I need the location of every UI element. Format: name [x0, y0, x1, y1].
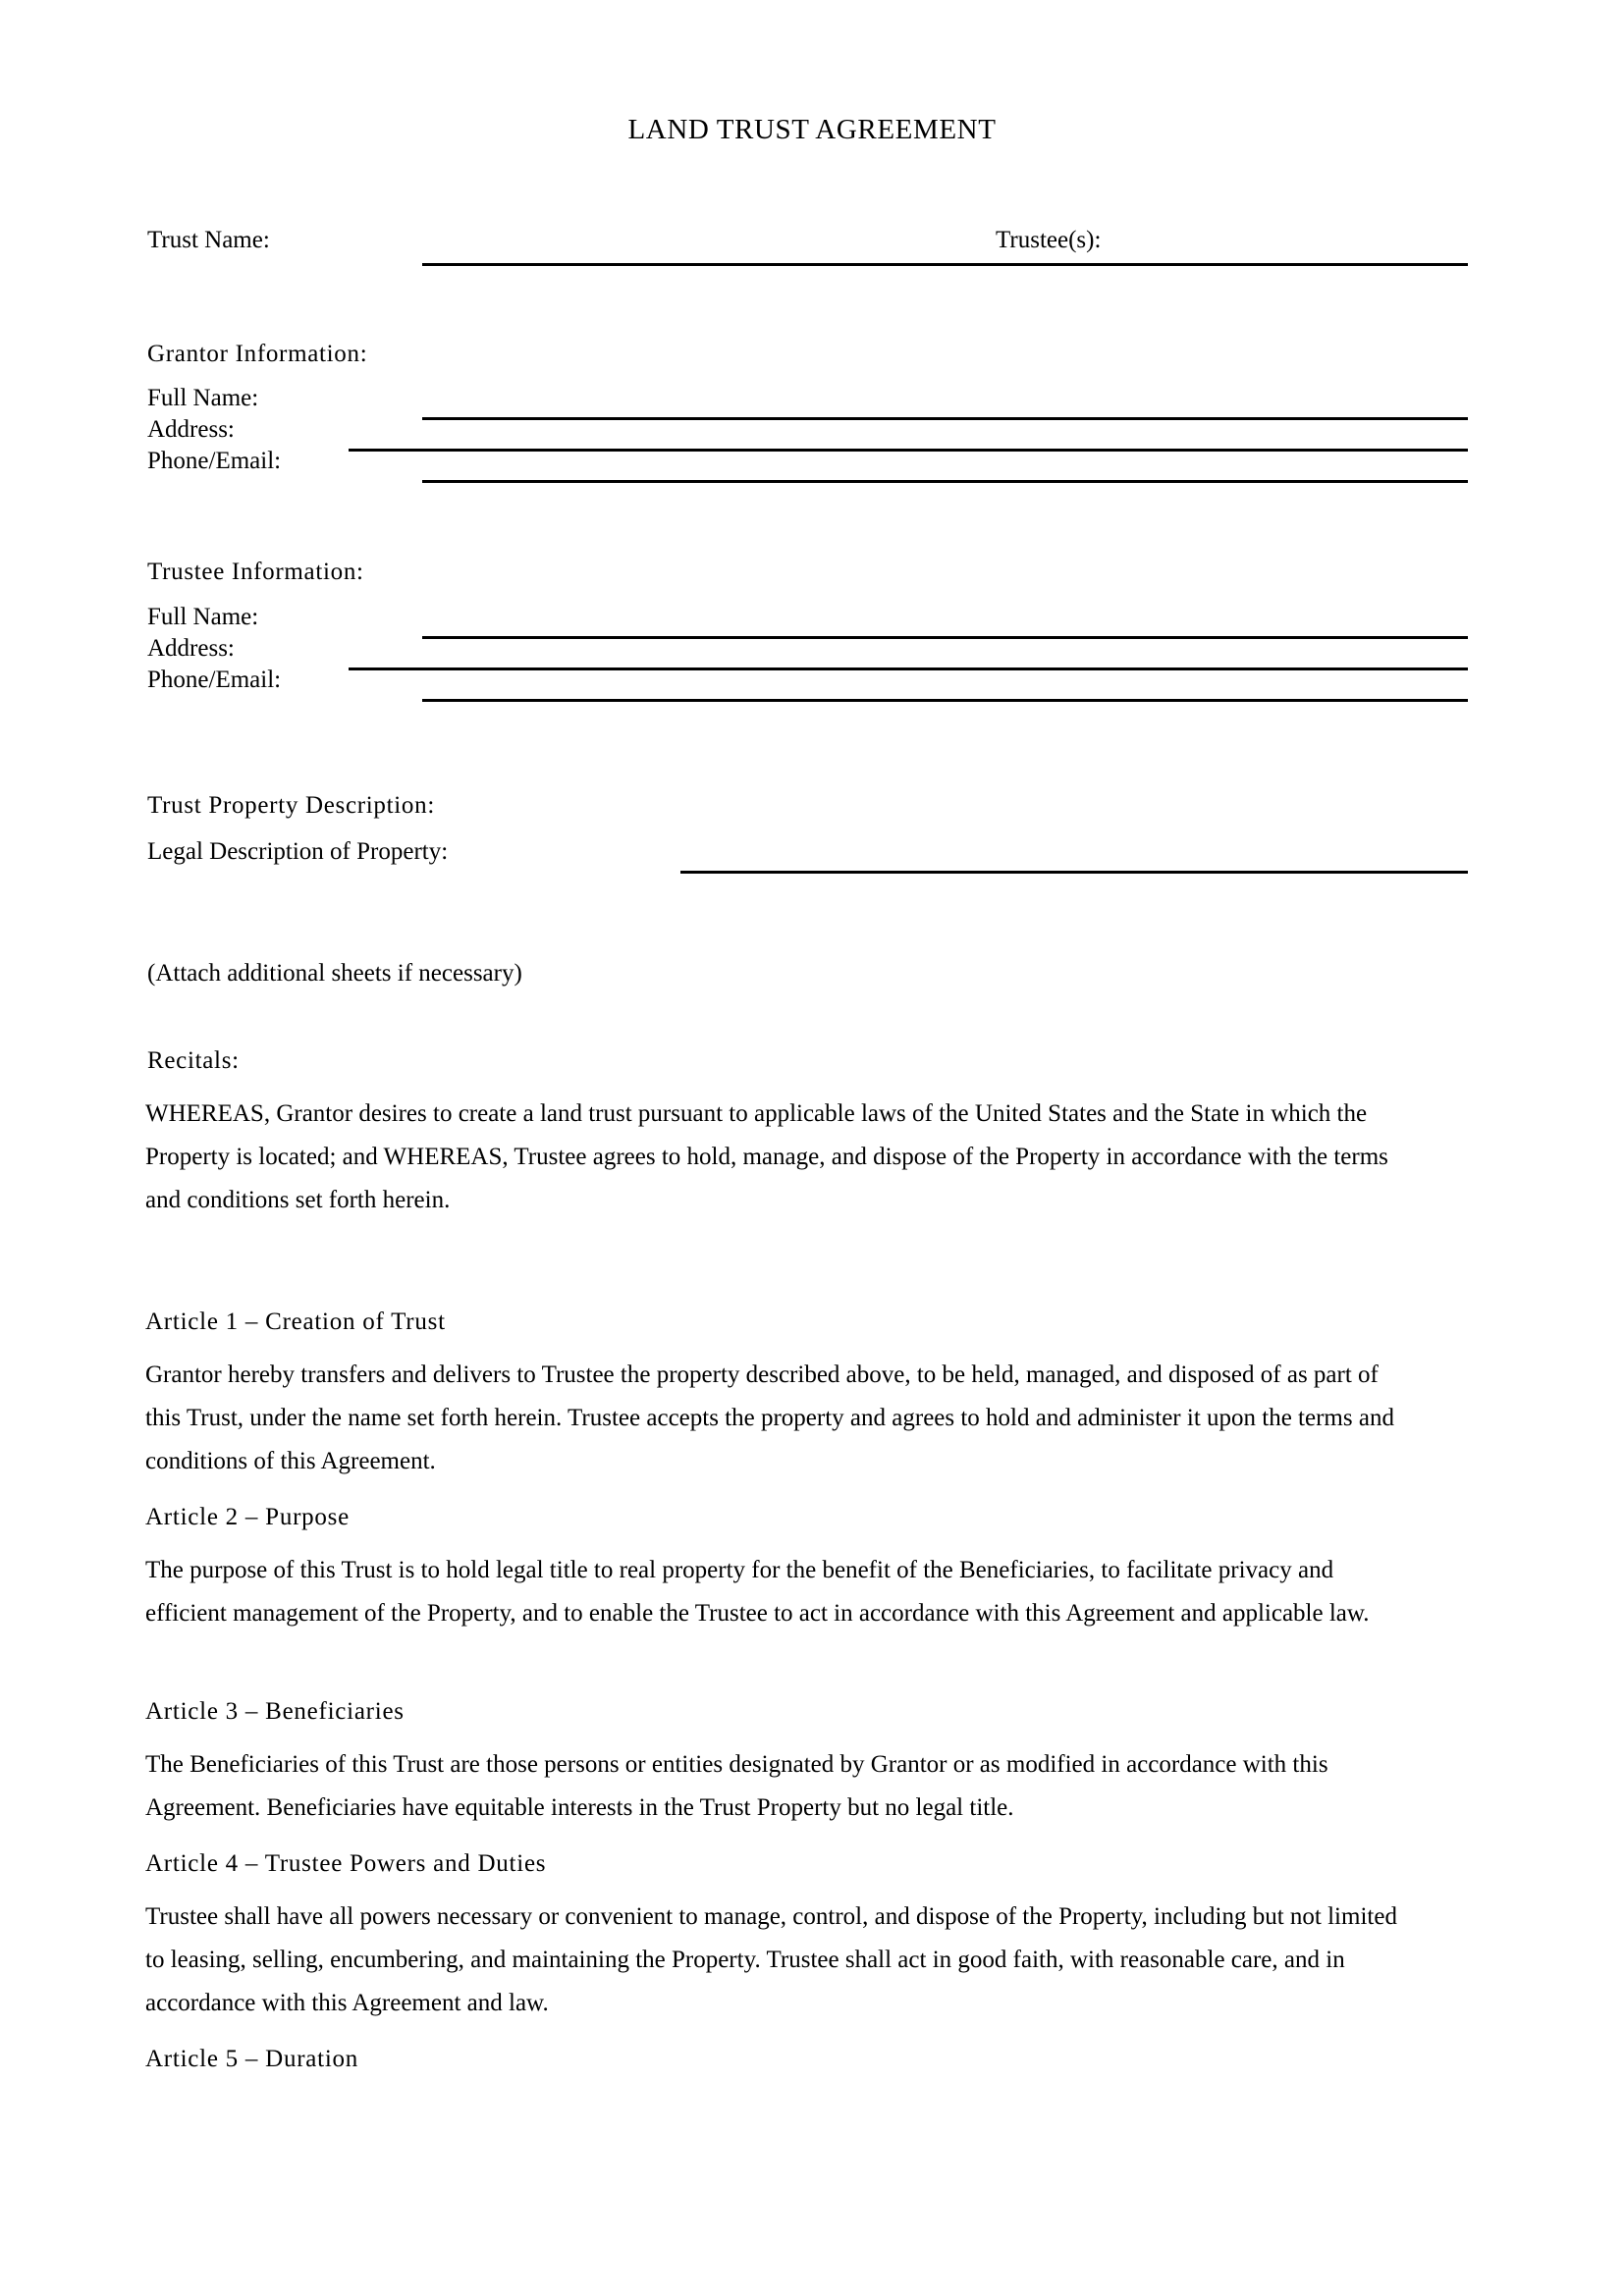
attach-sheets-note: (Attach additional sheets if necessary) [147, 960, 522, 987]
legal-description-input-rule[interactable] [680, 871, 1468, 874]
trustee-full-name-input-rule[interactable] [422, 636, 1468, 639]
page-title: LAND TRUST AGREEMENT [627, 114, 997, 145]
grantor-address-input-rule[interactable] [349, 449, 1468, 452]
legal-description-label: Legal Description of Property: [147, 838, 449, 865]
grantor-full-name-input-rule[interactable] [422, 417, 1468, 420]
article-1-heading: Article 1 – Creation of Trust [145, 1308, 446, 1335]
grantor-address-label: Address: [147, 416, 235, 443]
recitals-body: WHEREAS, Grantor desires to create a land trust pursuant to applicable laws of the United States and the State in which the Property is located; and WHEREAS, Trustee agrees to hold, manage, and dispose of the Property in accordance with the terms and conditions set forth herein. [145, 1100, 1388, 1213]
article-3-body: The Beneficiaries of this Trust are those persons or entities designated by Grantor or as modified in accordance with this Agreement. Beneficiaries have equitable interests in the Trust Property but no legal title. [145, 1751, 1328, 1821]
grantor-full-name-label: Full Name: [147, 385, 259, 411]
article-1-body: Grantor hereby transfers and delivers to Trustee the property described above, to be held, managed, and disposed of as part of this Trust, under the name set forth herein. Trustee accepts the property and agrees to hold and administer it upon the terms and conditions of this Agreement. [145, 1362, 1394, 1474]
recitals-heading: Recitals: [147, 1047, 240, 1074]
article-4-body: Trustee shall have all powers necessary or convenient to manage, control, and dispose of the Property, including but not limited to leasing, selling, encumbering, and maintaining the Property. Trustee shall act in good faith, with reasonable care, and in accordance with this Agreement and law. [145, 1903, 1397, 2016]
trust-name-input-rule[interactable] [422, 263, 1468, 266]
trustee-address-label: Address: [147, 635, 235, 662]
trustee-address-input-rule[interactable] [349, 667, 1468, 670]
trustee-full-name-label: Full Name: [147, 604, 259, 630]
article-2-body: The purpose of this Trust is to hold legal title to real property for the benefit of the Beneficiaries, to facilitate privacy and efficient management of the Property, and to enable the Trustee to act in accordance with this Agreement and applicable law. [145, 1557, 1370, 1627]
trustee-phone-email-input-rule[interactable] [422, 699, 1468, 702]
article-3-heading: Article 3 – Beneficiaries [145, 1698, 405, 1725]
trust-name-label: Trust Name: [147, 227, 270, 253]
grantor-phone-email-input-rule[interactable] [422, 480, 1468, 483]
trustee-information-heading: Trustee Information: [147, 559, 364, 585]
trust-property-description-heading: Trust Property Description: [147, 792, 435, 819]
article-4-heading: Article 4 – Trustee Powers and Duties [145, 1850, 547, 1877]
article-5-heading: Article 5 – Duration [145, 2046, 359, 2072]
trustees-label: Trustee(s): [996, 227, 1102, 253]
grantor-phone-email-label: Phone/Email: [147, 448, 282, 474]
trustee-phone-email-label: Phone/Email: [147, 667, 282, 693]
grantor-information-heading: Grantor Information: [147, 341, 368, 367]
article-2-heading: Article 2 – Purpose [145, 1504, 350, 1530]
